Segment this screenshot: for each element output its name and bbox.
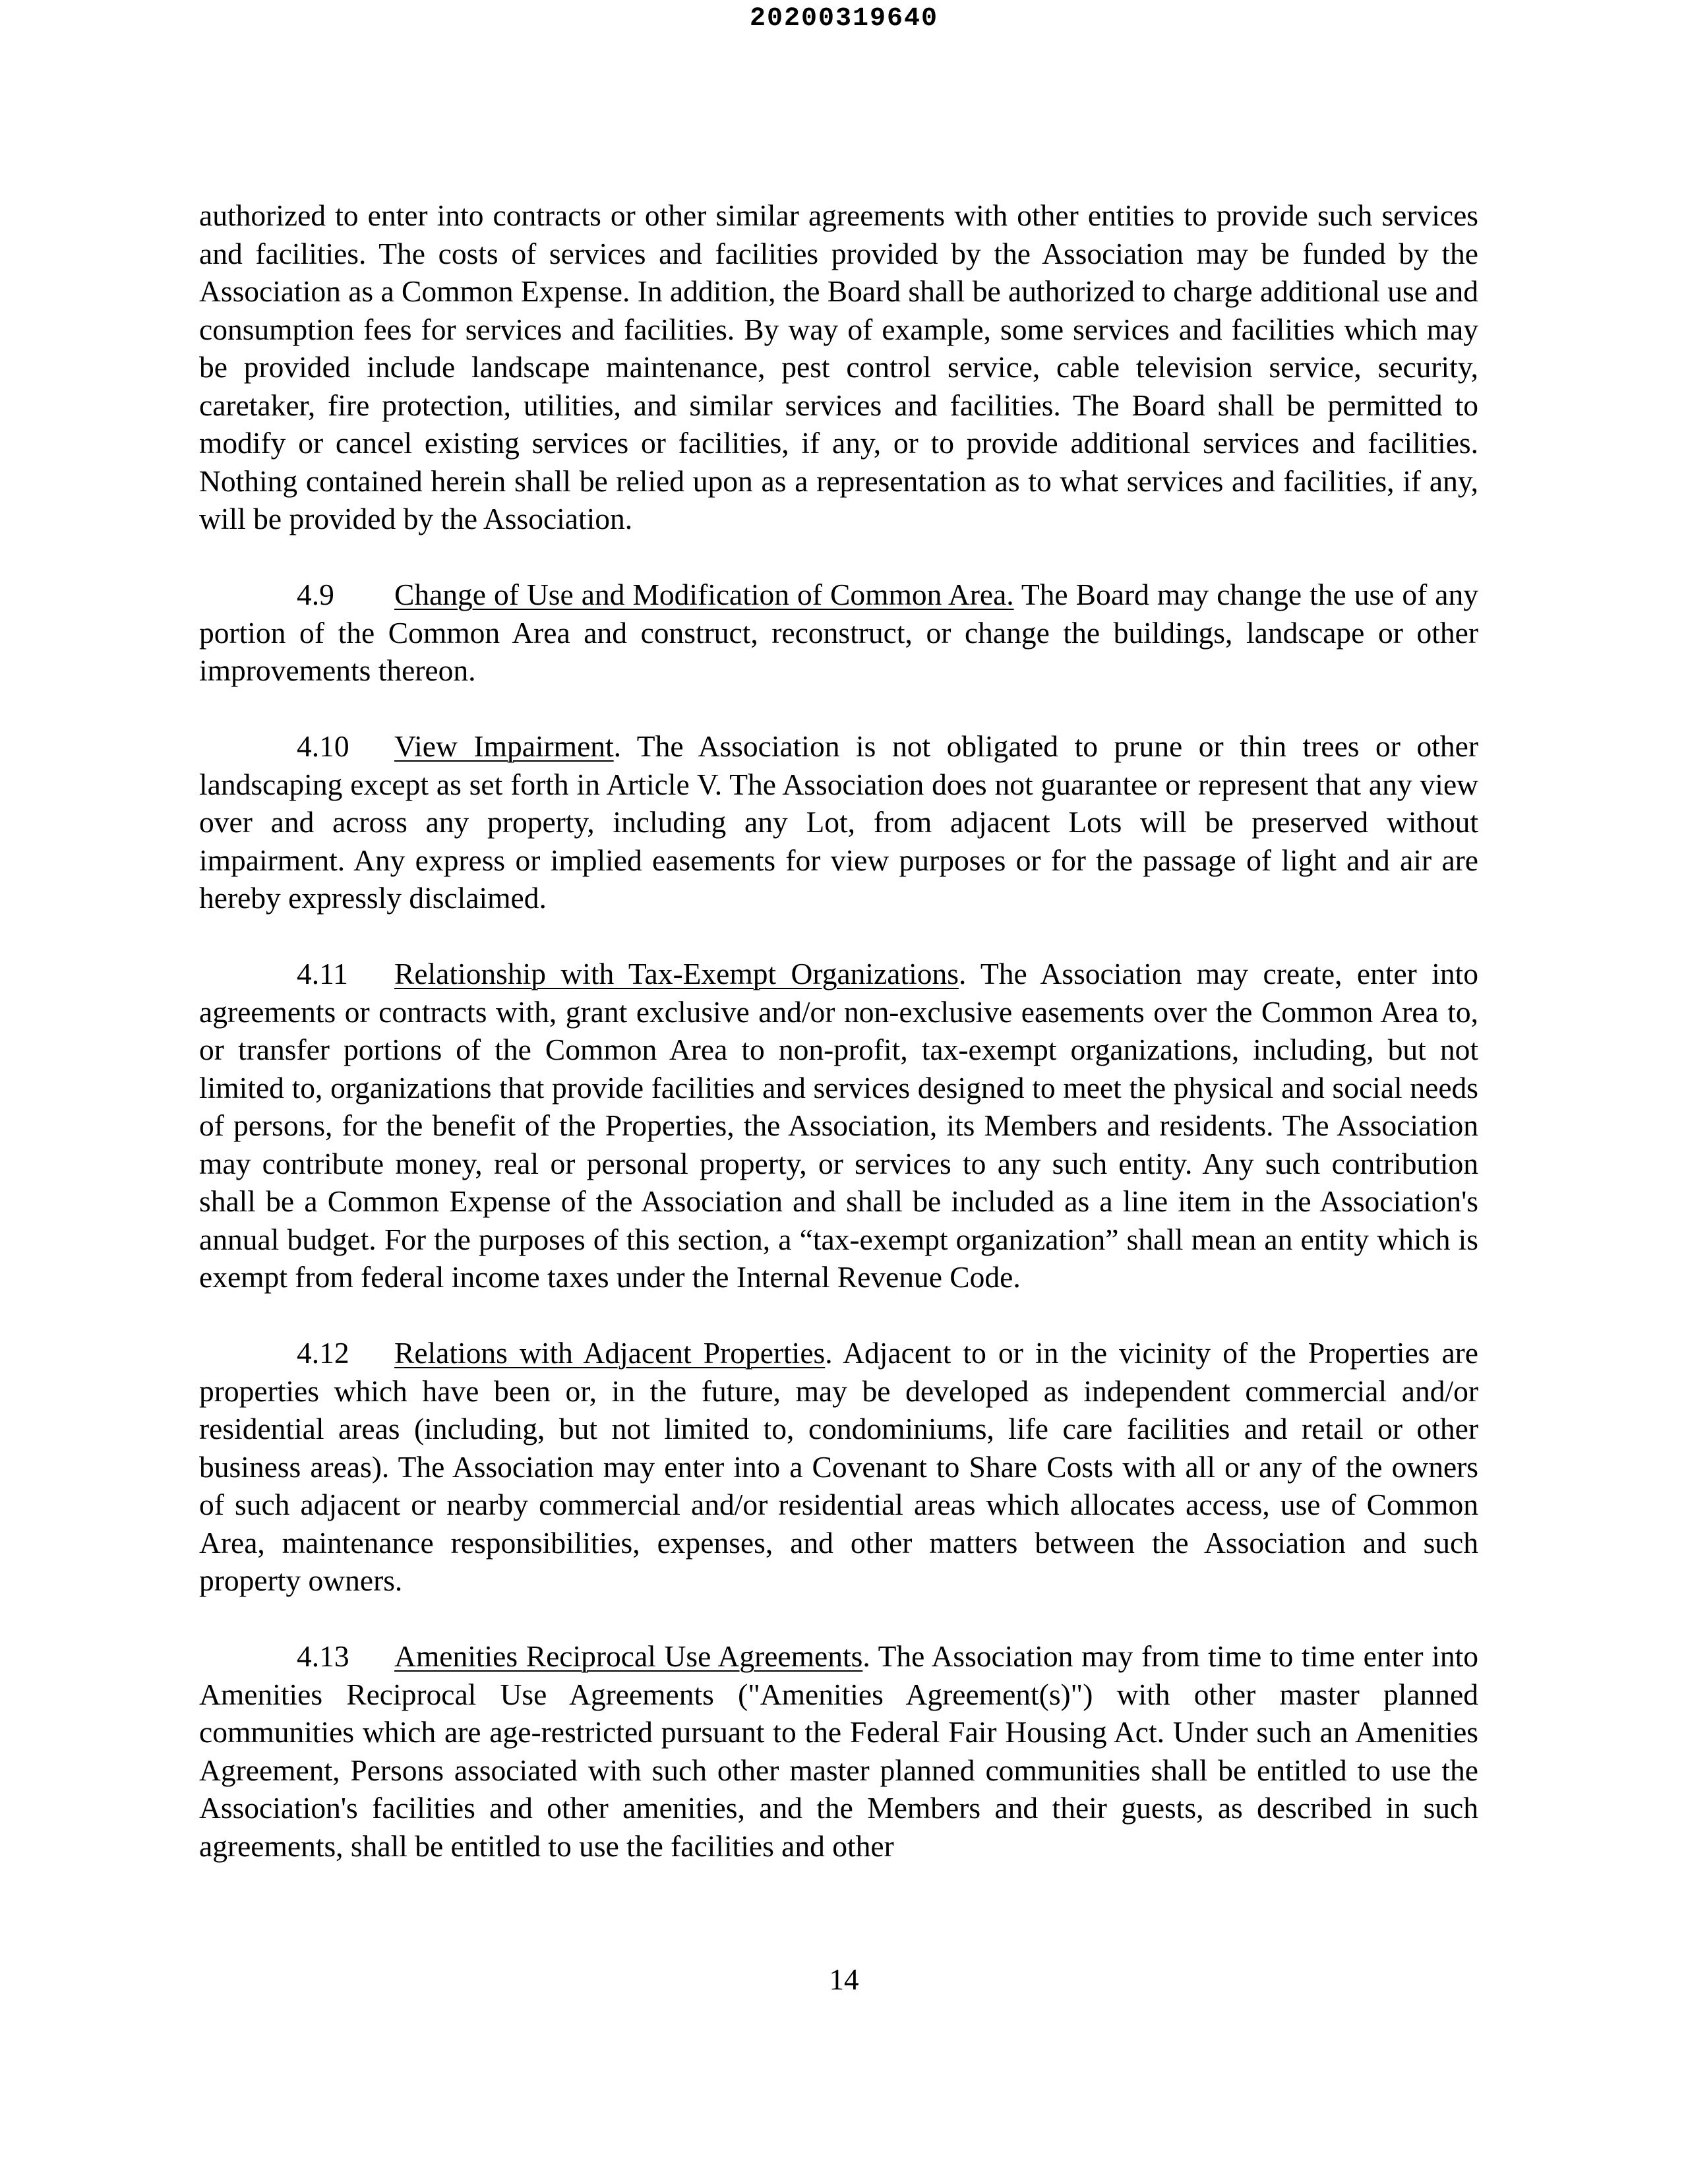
section-4-9	[199, 576, 1478, 690]
section-title: Relationship with Tax-Exempt Organizations	[394, 957, 959, 990]
section-body: . The Association may create, enter into agreements or contracts with, grant exclusive and/or non-exclusive easements over the Common Area to, or transfer portions of the Common Area to non-profit, tax-exempt organizations, including, but not limited to, organizations that provide facilities and services designed to meet the physical and social needs of persons, for the benefit of the Properties, the Association, its Members and residents. The Association may contribute money, real or personal property, or services to any such entity. Any such contribution shall be a Common Expense of the Association and shall be included as a line item in the Association's annual budget. For the purposes of this section, a “tax-exempt organization” shall mean an entity which is exempt from federal income taxes under the Internal Revenue Code.	[199, 957, 1478, 1294]
section-number: 4.11	[297, 957, 348, 990]
section-title: Change of Use and Modification of Common Area.	[394, 578, 1014, 611]
section-body: . The Association is not obligated to prune or thin trees or other landscaping except as set forth in Article V. The Association does not guarantee or represent that any view over and across any property, including any Lot, from adjacent Lots will be preserved without impairment. Any express or implied easements for view purposes or for the passage of light and air are hereby expressly disclaimed.	[199, 729, 1478, 915]
section-4-12	[199, 1334, 1478, 1600]
section-number: 4.9	[297, 578, 334, 611]
section-title: Relations with Adjacent Properties	[394, 1336, 826, 1370]
section-4-10	[199, 727, 1478, 917]
section-number: 4.13	[297, 1639, 349, 1673]
intro-paragraph: authorized to enter into contracts or other similar agreements with other entities to provide such services and facilities. The costs of services and facilities provided by the Association may be funded by the Association as a Common Expense. In addition, the Board shall be authorized to charge additional use and consumption fees for services and facilities. By way of example, some services and facilities which may be provided include landscape maintenance, pest control service, cable television service, security, caretaker, fire protection, utilities, and similar services and facilities. The Board shall be permitted to modify or cancel existing services or facilities, if any, or to provide additional services and facilities. Nothing contained herein shall be relied upon as a representation as to what services and facilities, if any, will be provided by the Association.	[199, 198, 1479, 535]
document-body	[199, 197, 1478, 1865]
section-body: The Board may change the use of any portion of the Common Area and construct, reconstruct, or change the buildings, landscape or other improvements thereon.	[199, 578, 1478, 687]
section-4-11	[199, 955, 1478, 1296]
section-number: 4.10	[297, 729, 349, 763]
document-number: 20200319640	[749, 4, 939, 34]
section-body: . The Association may from time to time enter into Amenities Reciprocal Use Agreements ("Amenities Agreement(s)") with other master planned communities which are age-restricted pursuant to the Federal Fair Housing Act. Under such an Amenities Agreement, Persons associated with such other master planned communities shall be entitled to use the Association's facilities and other amenities, and the Members and their guests, as described in such agreements, shall be entitled to use the facilities and other	[199, 1639, 1479, 1863]
page-number: 14	[829, 1963, 859, 1996]
section-number: 4.12	[297, 1336, 349, 1370]
section-body: . Adjacent to or in the vicinity of the Properties are properties which have been or, in the future, may be developed as independent commercial and/or residential areas (including, but not limited to, condominiums, life care facilities and retail or other business areas). The Association may enter into a Covenant to Share Costs with all or any of the owners of such adjacent or nearby commercial and/or residential areas which allocates access, use of Common Area, maintenance responsibilities, expenses, and other matters between the Association and such property owners.	[199, 1336, 1478, 1597]
section-4-13	[199, 1637, 1478, 1865]
section-title: Amenities Reciprocal Use Agreements	[394, 1639, 863, 1673]
section-title: View Impairment	[394, 729, 614, 763]
